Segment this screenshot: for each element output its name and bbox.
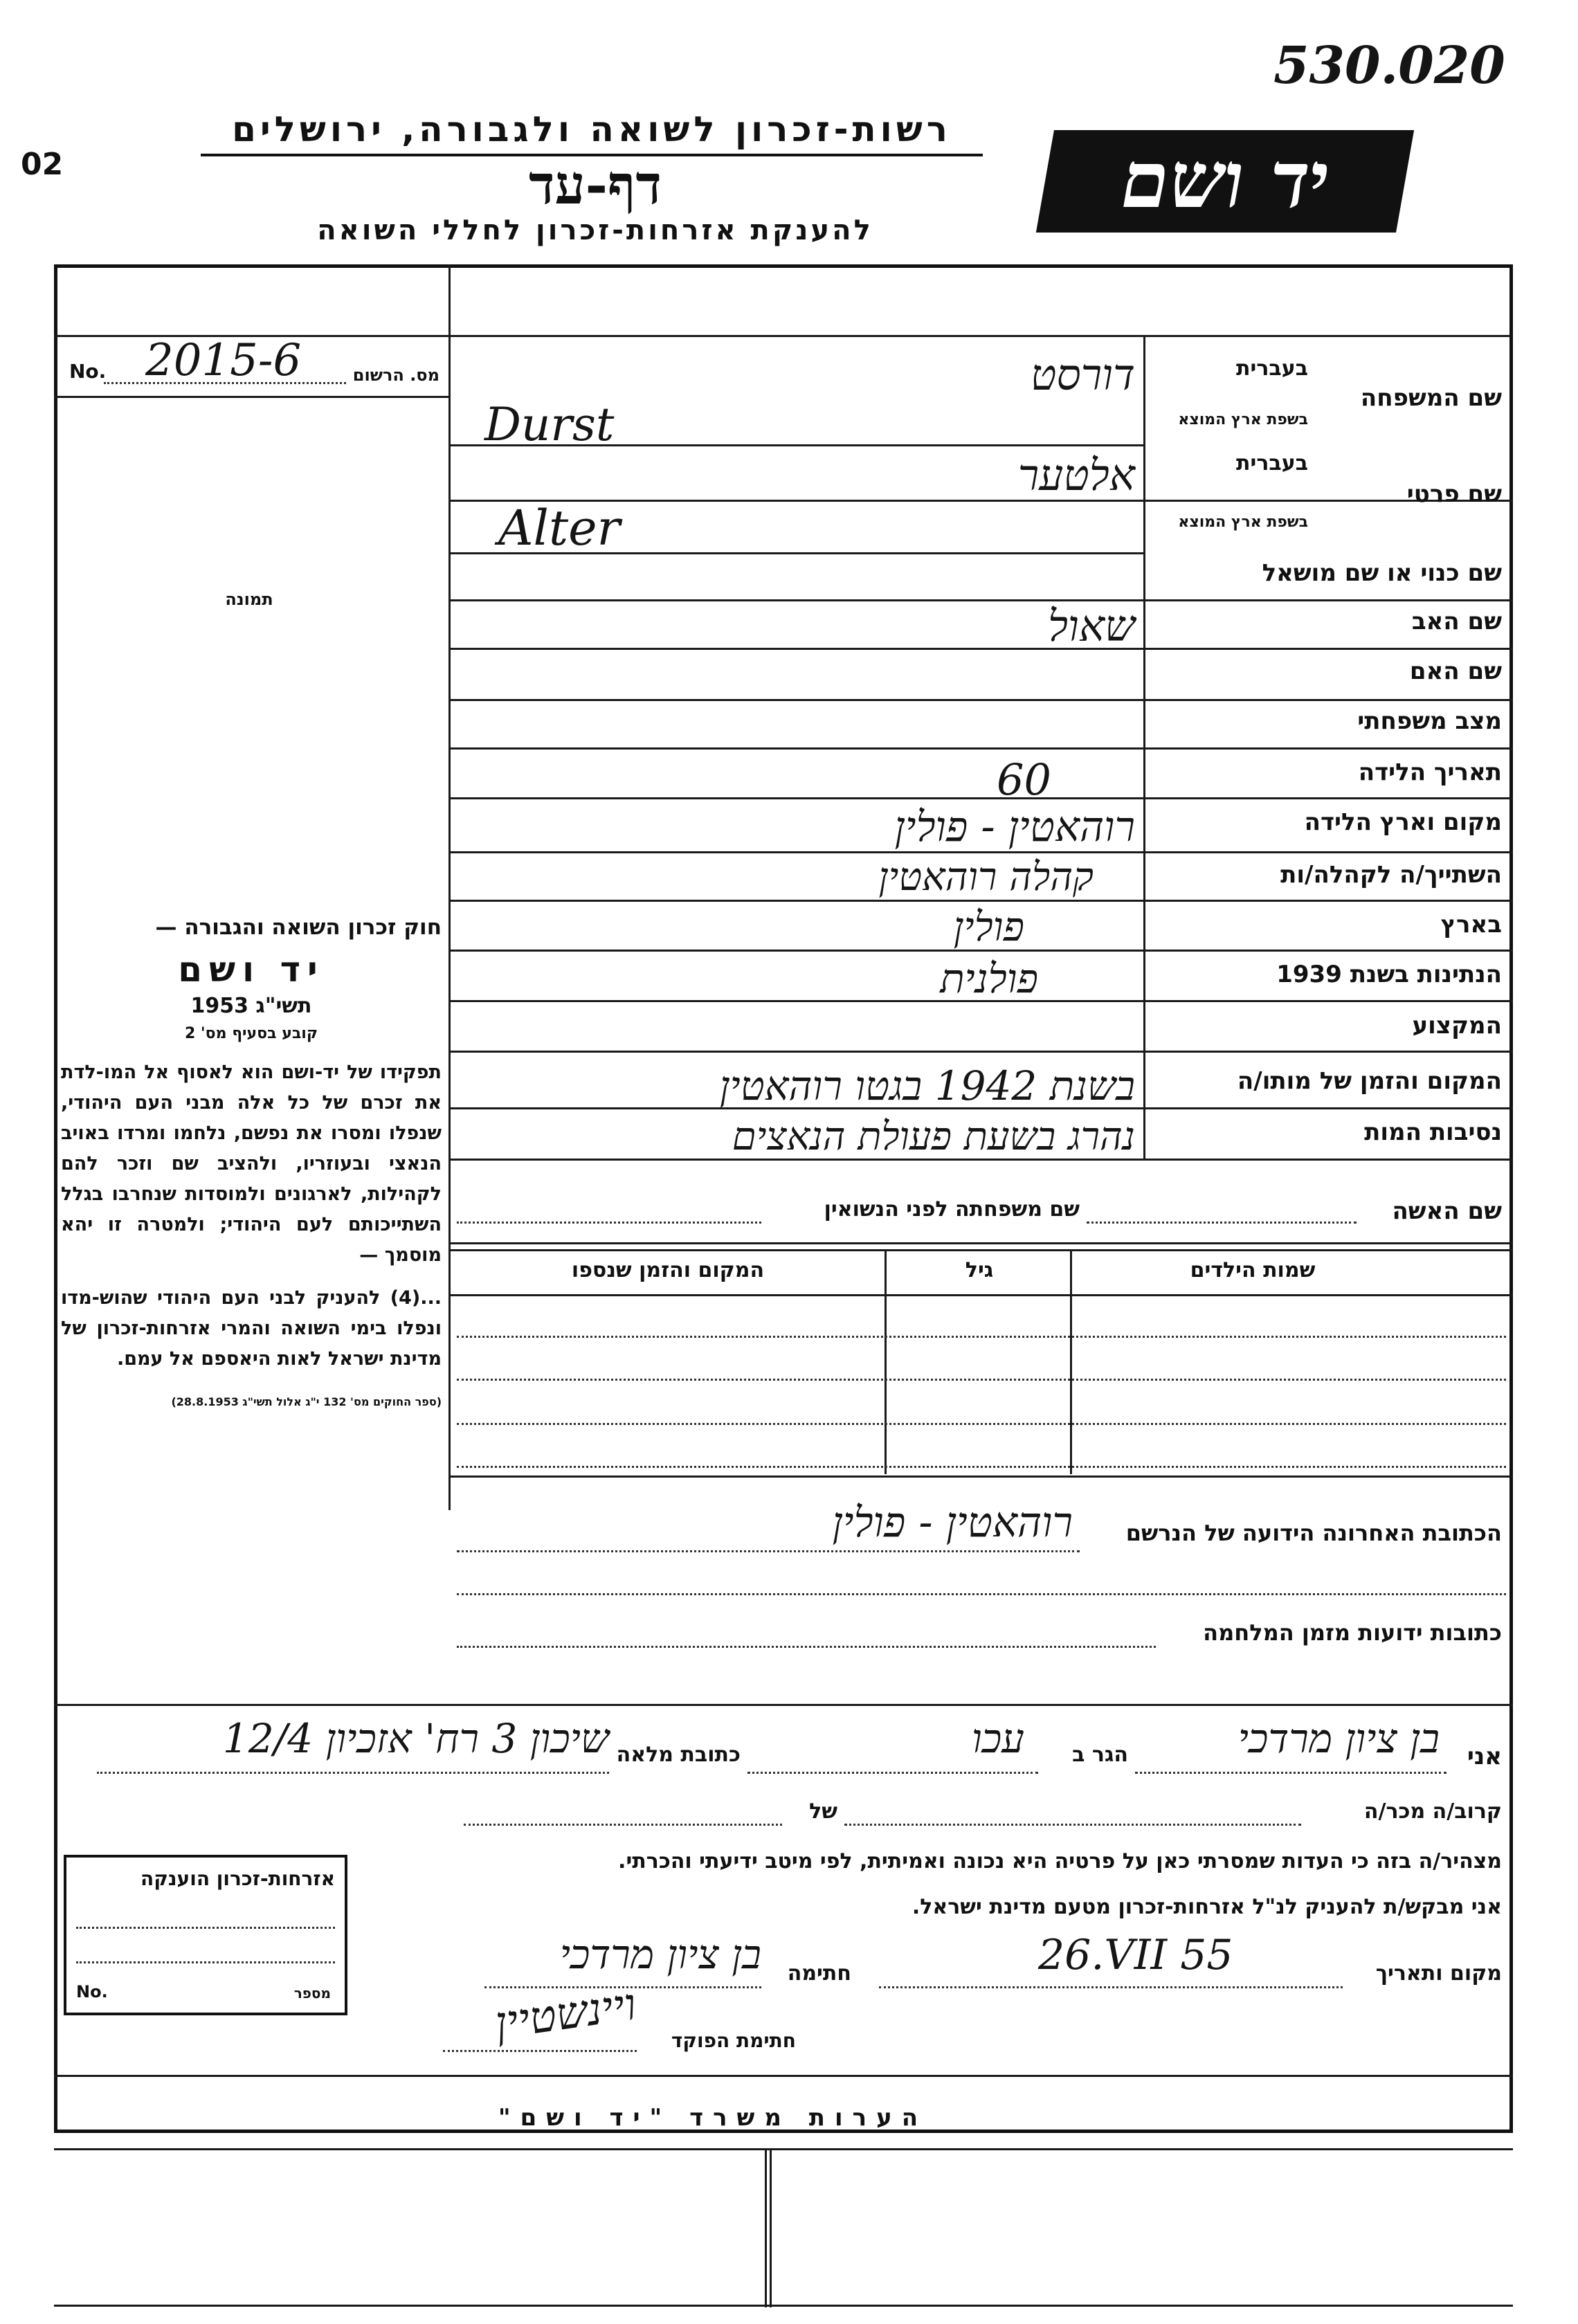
birthdate-label: תאריך הלידה (1358, 759, 1502, 786)
given-name-hebrew-value: אלטער (1017, 450, 1135, 500)
law-paragraph-1: תפקידו של יד-ושם הוא לאסוף אל המו-לדת את זכרם של כל אלה מבני העם היהודי, שנפלו ומסרו את נפשם, נלחמו ומרדו באויב הנאצי ובעוזריו, ולהציב שם וזכר להם לקהילות, לארגונים ולמוסדות שנחרבו בגלל השתייכותם לעם היהודי; ולמטרה זו יהא מוסמך — (61, 1062, 442, 1266)
surname-hebrew-value: דורסט (1030, 349, 1135, 400)
surname-origin-value: Durst (484, 398, 615, 451)
children-fate-header: המקום והזמן שנספו (571, 1258, 765, 1282)
witness-address-label: כתובת מלאה (616, 1743, 741, 1767)
witness-declaration: מצהיר/ה בזה כי העדות שמסרתי כאן על פרטיה היא נכונה ואמיתית, לפי מיטב ידיעתי והכרתי. (618, 1849, 1502, 1873)
witness-address-value: שיכון 3 רח' אזכיון 12/4 (222, 1715, 609, 1762)
law-name: יד ושם (178, 950, 325, 990)
death-place-label: המקום והזמן של מותו/ה (1237, 1067, 1502, 1095)
witness-living-label: הגר ב (1072, 1743, 1128, 1767)
witness-of-label: של (809, 1799, 837, 1824)
given-name-label: שם פרטי (1406, 480, 1502, 508)
citizenship-1939-value: פולנית (940, 955, 1038, 1002)
witness-request: אני מבקש/ת להעניק לנ"ל אזרחות-זכרון מטעם מדינת ישראל. (912, 1895, 1502, 1919)
signature-label: חתימה (787, 1961, 851, 1986)
given-name-origin-value: Alter (498, 500, 620, 556)
country-label: בארץ (1440, 911, 1502, 938)
given-name-origin-sublabel: בשפת ארץ המוצא (1178, 514, 1308, 531)
date-value: 26.VII 55 (1038, 1931, 1233, 1979)
given-name-hebrew-sublabel: בעברית (1236, 451, 1308, 475)
form-subtitle: להענקת אזרחות-זכרון לחללי השואה (317, 215, 873, 246)
children-age-header: גיל (965, 1258, 994, 1282)
country-value: פולין (953, 903, 1024, 950)
archive-number: 530.020 (1273, 36, 1505, 96)
witness-name-value: בן ציון מרדכי (1237, 1715, 1440, 1762)
citizenship-1939-label: הנתינות בשנת 1939 (1276, 961, 1502, 988)
yad-vashem-logo: יד ושם (1036, 130, 1414, 233)
office-notes-label: הערות משרד "יד ושם" (498, 2104, 928, 2132)
surname-hebrew-sublabel: בעברית (1236, 356, 1308, 381)
law-source: (ספר החוקים מס' 132 י"ג אלול תשי"ג 28.8.1953) (171, 1395, 442, 1408)
corner-code: 02 (21, 147, 64, 182)
last-address-value: רוהאטין - פולין (832, 1498, 1073, 1547)
surname-origin-sublabel: בשפת ארץ המוצא (1178, 411, 1308, 428)
law-excerpt (61, 915, 442, 1408)
wartime-address-label: כתובות ידועות מזמן המלחמה (1203, 1619, 1502, 1646)
law-section: קובע בסעיף מס' 2 (184, 1025, 318, 1042)
death-cause-value: נהרג בשעת פעולת הנאצים (732, 1114, 1135, 1159)
place-date-label: מקום ותאריך (1375, 1961, 1502, 1986)
last-address-label: הכתובת האחרונה הידועה של הנרשם (1125, 1520, 1502, 1546)
citizenship-granted-title: אזרחות-זכרון הוענקה (140, 1867, 335, 1890)
surname-label: שם המשפחה (1360, 384, 1502, 412)
citizenship-number-label: מספר (293, 1985, 331, 2001)
father-value: שאול (1048, 601, 1135, 651)
witness-city-value: עכו (971, 1715, 1024, 1762)
citizenship-no-label: No. (76, 1982, 108, 2001)
community-value: קהלה רוהאטין (878, 855, 1094, 900)
officer-signature: ויינשטיין (491, 1979, 640, 2050)
death-cause-label: נסיבות המות (1364, 1118, 1502, 1146)
death-place-value: בשנת 1942 בגטו רוהאטין (719, 1062, 1135, 1109)
registration-number-label: מס. הרשום (352, 365, 439, 385)
authority-line: רשות-זכרון לשואה ולגבורה, ירושלים (201, 109, 983, 156)
father-label: שם האב (1411, 608, 1502, 635)
registration-number: 2015-6 (145, 335, 302, 386)
birthplace-value: רוהאטין - פולין (894, 803, 1135, 851)
wife-label: שם האשה (1392, 1197, 1502, 1225)
photo-label: תמונה (225, 590, 273, 609)
law-year: תשי"ג 1953 (190, 994, 312, 1018)
form-title: דף-עד (529, 154, 662, 217)
officer-signature-label: חתימת הפוקד (671, 2029, 796, 2052)
witness-relative-label: קרוב/ה מכר/ה (1363, 1799, 1502, 1824)
citizenship-granted-box (64, 1855, 347, 2015)
profession-label: המקצוע (1412, 1012, 1502, 1040)
children-names-header: שמות הילדים (1190, 1258, 1316, 1282)
marital-status-label: מצב משפחתי (1357, 707, 1502, 735)
nickname-label: שם כנוי או שם מושאל (1262, 559, 1502, 587)
mother-label: שם האם (1409, 657, 1502, 685)
birthdate-value: 60 (997, 754, 1051, 805)
wife-maiden-name-label: שם משפחתה לפני הנשואין (824, 1197, 1080, 1222)
law-paragraph-2: ...(4) להעניק לבני העם היהודי שהוש-מדו ונפלו בימי השואה והמרי אזרחות-זכרון של מדינת ישראל לאות היאספם אל עמם. (61, 1287, 442, 1370)
community-label: השתייך/ה לקהלה/ות (1280, 861, 1502, 889)
law-title: חוק זכרון השואה והגבורה — (155, 915, 442, 940)
birthplace-label: מקום וארץ הלידה (1304, 808, 1502, 836)
witness-i-label: אני (1467, 1743, 1502, 1770)
registration-no-label: No. (69, 360, 107, 383)
witness-signature: בן ציון מרדכי (559, 1931, 761, 1978)
